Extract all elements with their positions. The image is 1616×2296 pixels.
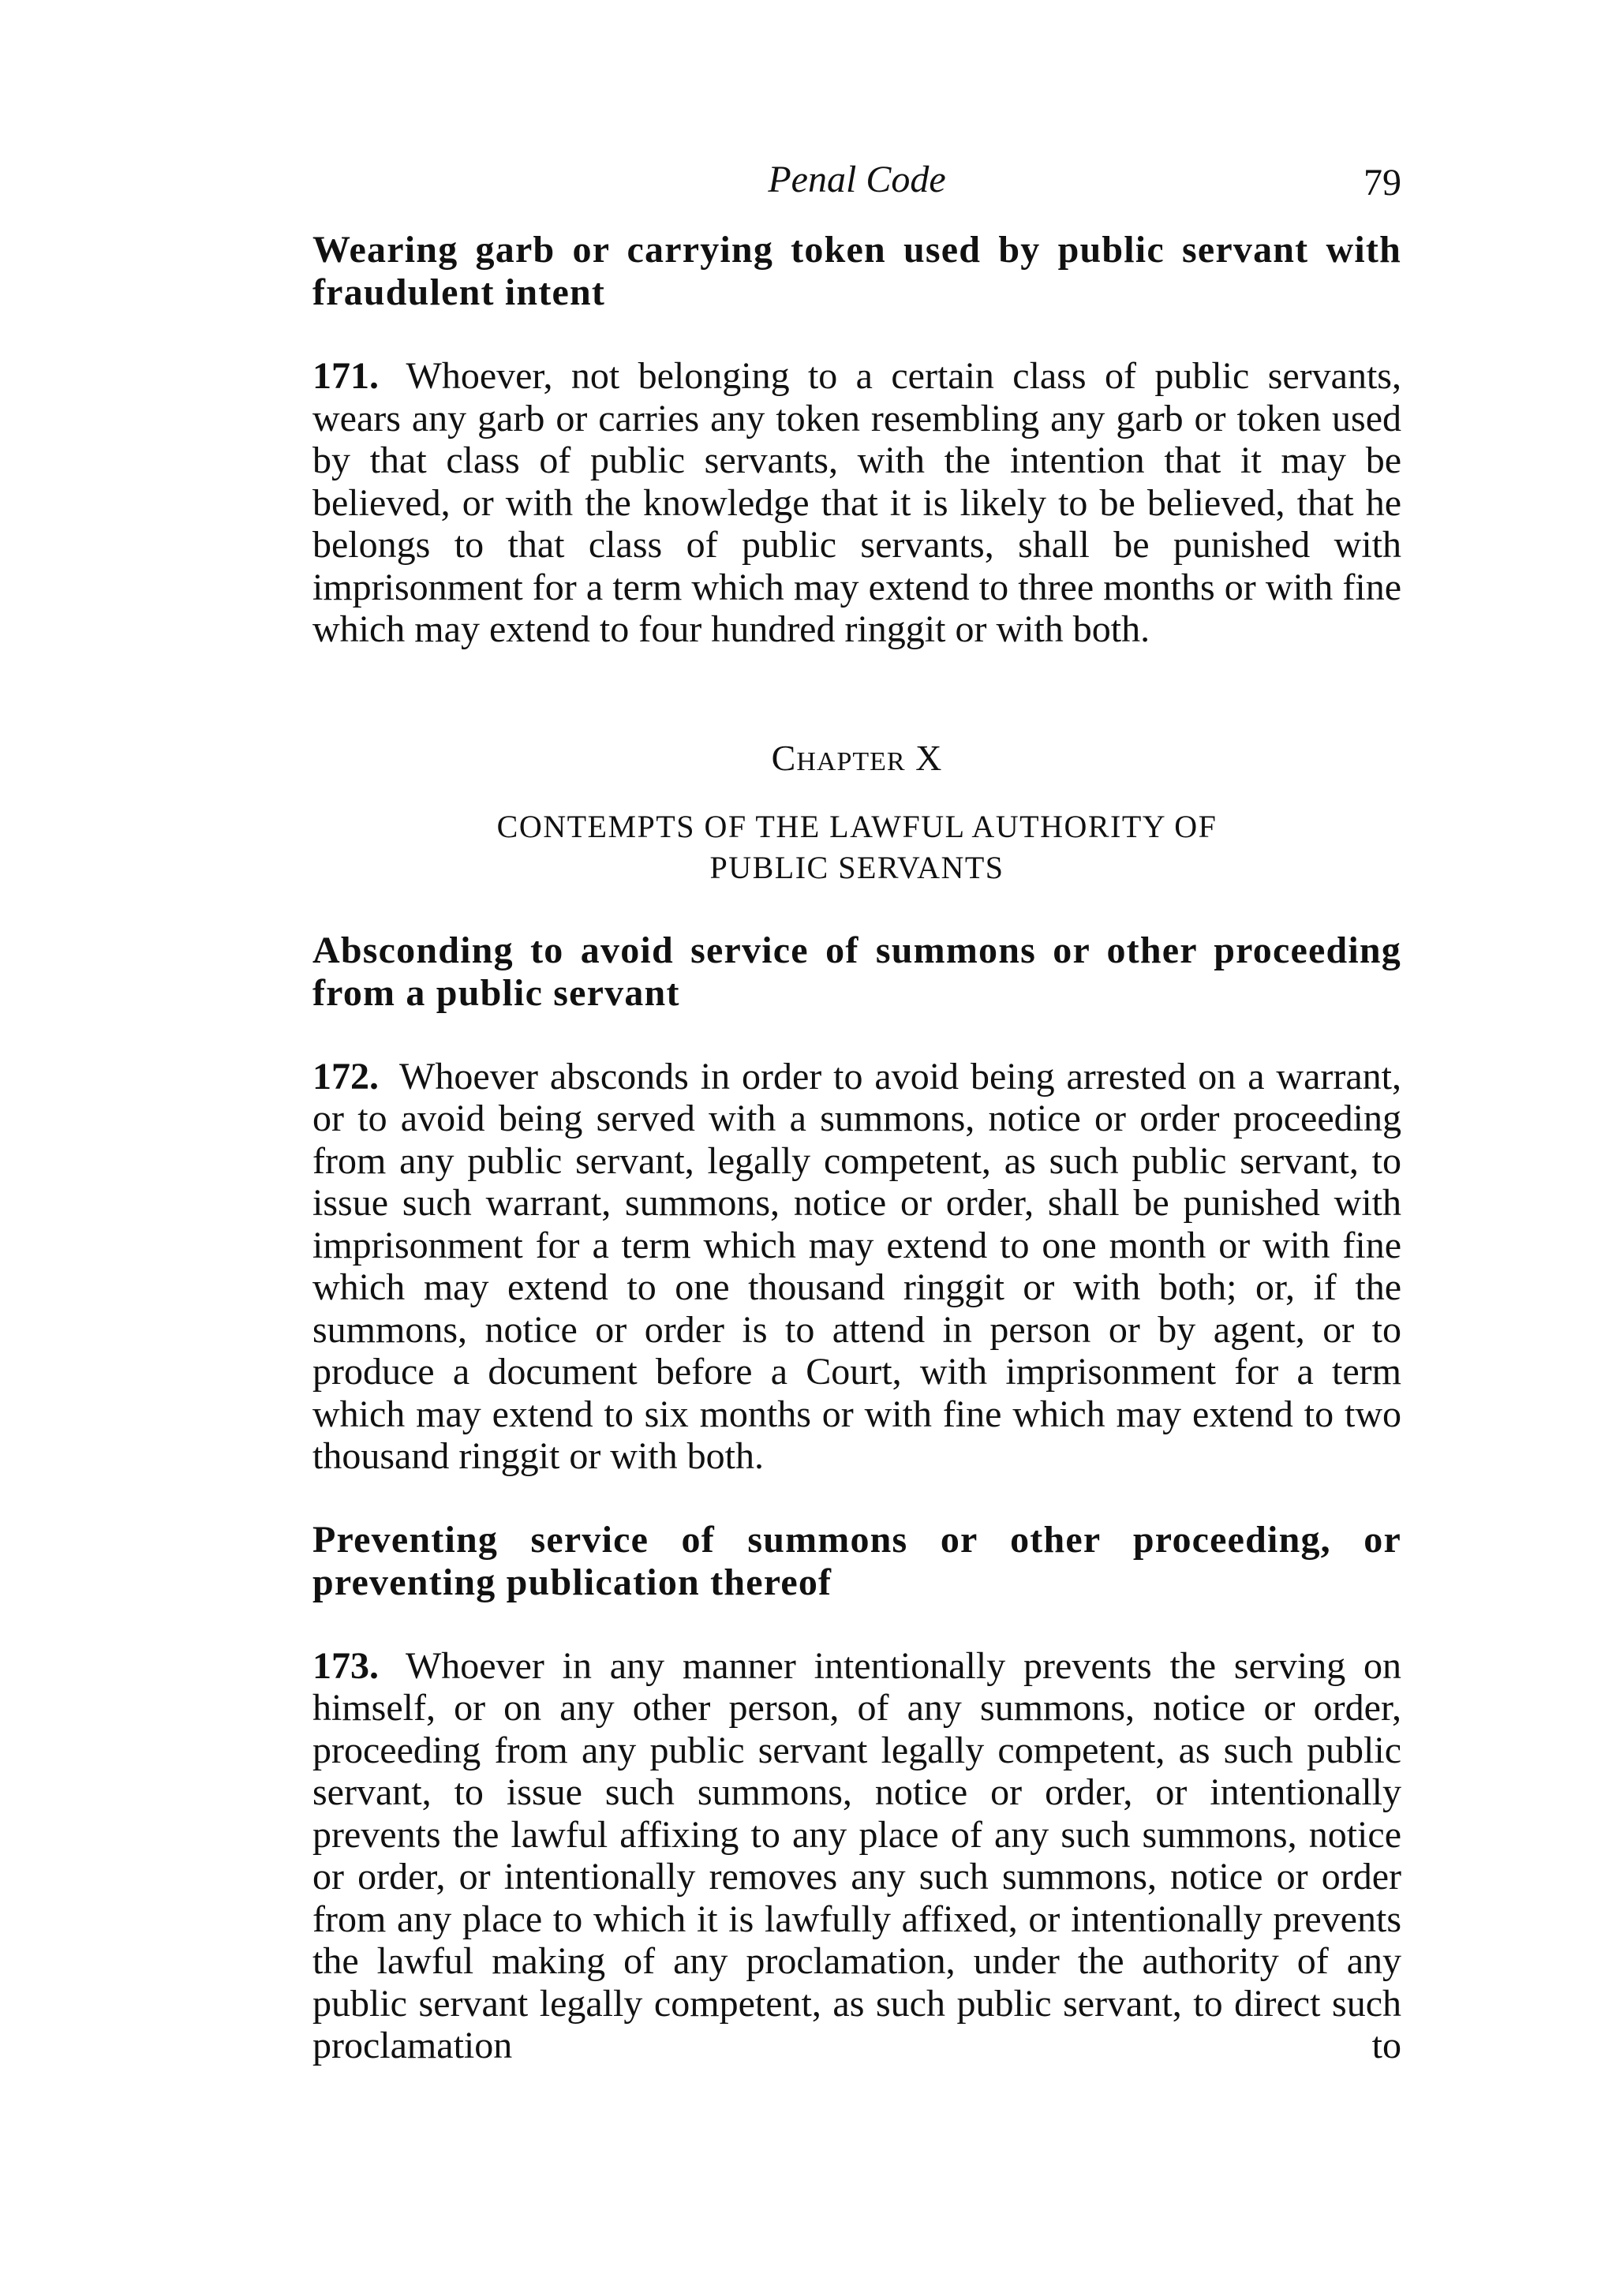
running-title: Penal Code [768, 159, 946, 200]
section-173-text: Whoever in any manner intentionally prevents the serving on himself, or on any other person, of any summons, notice or order, proceeding from any public servant legally competent, as such public servant, to issue such summons, notice or order, or intentionally prevents the lawful affixing to any place of any such summons, notice or order, or intentionally removes any such summons, notice or order from any place to which it is lawfully affixed, or intentionally prevents the lawful making of any proclamation, under the authority of any public servant legally competent, as such public servant, to direct such proclamation to [312, 1644, 1401, 2066]
section-173-heading: Preventing service of summons or other proceeding, or preventing publication thereof [312, 1518, 1401, 1603]
document-page [312, 0, 1401, 2067]
chapter-title-line2: PUBLIC SERVANTS [709, 849, 1004, 885]
section-173-number: 173. [312, 1644, 379, 1687]
section-172-number: 172. [312, 1055, 379, 1098]
section-173-paragraph [312, 1645, 1401, 2067]
running-header [312, 156, 1401, 204]
chapter-label [312, 736, 1401, 784]
section-171-number: 171. [312, 355, 379, 397]
chapter-numeral: X [915, 737, 943, 778]
chapter-title-line1: CONTEMPTS OF THE LAWFUL AUTHORITY OF [496, 808, 1218, 844]
section-171-text: Whoever, not belonging to a certain class of public servants, wears any garb or carries any token resembling any garb or token used by that class of public servants, with the intention that it may be believed, or with the knowledge that it is likely to be believed, that he belongs to that class of public servants, shall be punished with imprisonment for a term which may extend to three months or with fine which may extend to four hundred ringgit or with both. [312, 355, 1401, 650]
chapter-label-smallcaps: HAPTER [796, 746, 906, 776]
section-171-paragraph [312, 355, 1401, 651]
section-171-heading: Wearing garb or carrying token used by public servant with fraudulent intent [312, 229, 1401, 313]
chapter-label-initial: C [771, 737, 797, 778]
page-number: 79 [1364, 162, 1401, 204]
section-172-text: Whoever absconds in order to avoid being arrested on a warrant, or to avoid being served with a summons, notice or order proceeding from any public servant, legally competent, as such public servant, to issue such warrant, summons, notice or order, shall be punished with imprisonment for a term which may extend to one month or with fine which may extend to one thousand ringgit or with both; or, if the summons, notice or order is to attend in person or by agent, or to produce a document before a Court, with imprisonment for a term which may extend to six months or with fine which may extend to two thousand ringgit or with both. [312, 1055, 1401, 1477]
section-172-paragraph [312, 1056, 1401, 1478]
section-172-heading: Absconding to avoid service of summons or other proceeding from a public servant [312, 929, 1401, 1014]
